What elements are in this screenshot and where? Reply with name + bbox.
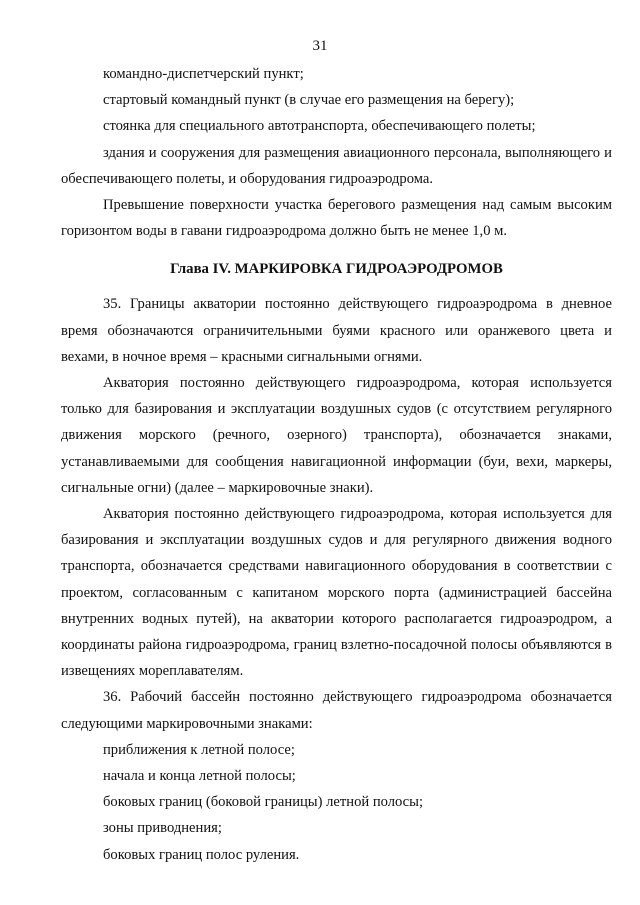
page-number: 31 [312, 38, 328, 54]
list-item: начала и конца летной полосы; [103, 768, 296, 785]
list-item: стартовый командный пункт (в случае его размещения на берегу); [103, 92, 515, 109]
paragraph: Акватория постоянно действующего гидроаэродрома, которая используется для базирования и эксплуатации воздушных судов и для регулярного движения водного транспорта, обозначается средствами навигационного оборудования в соответствии с проектом, согласованным с капитаном морского порта (администрацией бассейна внутренних водных путей), на акватории которого располагается гидроаэродром, а координаты района гидроаэродрома, границ взлетно-посадочной полосы объявляются в извещениях мореплавателям. [61, 506, 612, 680]
list-item: зоны приводнения; [103, 820, 222, 837]
list-item: приближения к летной полосе; [103, 741, 295, 758]
paragraph: 35. Границы акватории постоянно действующего гидроаэродрома в дневное время обозначаются ограничительными буями красного или оранжевого цвета и вехами, в ночное время – красными сигнальными огнями. [61, 296, 612, 365]
paragraph: Акватория постоянно действующего гидроаэродрома, которая используется только для базирования и эксплуатации воздушных судов (с отсутствием регулярного движения морского (речного, озерного) транспорта), обозначается знаками, устанавливаемыми для сообщения навигационной информации (буи, вехи, маркеры, сигнальные огни) (далее – маркировочные знаки). [61, 375, 612, 496]
list-item: командно-диспетчерский пункт; [103, 66, 304, 82]
list-item: боковых границ (боковой границы) летной полосы; [103, 794, 424, 811]
list-item: здания и сооружения для размещения авиационного персонала, выполняющего и обеспечивающего полеты, и оборудования гидроаэродрома. [61, 144, 612, 187]
chapter-title: Глава IV. МАРКИРОВКА ГИДРОАЭРОДРОМОВ [170, 261, 503, 278]
list-item: боковых границ полос руления. [103, 846, 300, 863]
paragraph: 36. Рабочий бассейн постоянно действующего гидроаэродрома обозначается следующими маркировочными знаками: [61, 689, 612, 732]
document-body [61, 61, 612, 868]
list-item: стоянка для специального автотранспорта, обеспечивающего полеты; [103, 118, 536, 135]
paragraph-elevation: Превышение поверхности участка берегового размещения над самым высоким горизонтом воды в гавани гидроаэродрома должно быть не менее 1,0 м. [61, 197, 612, 240]
